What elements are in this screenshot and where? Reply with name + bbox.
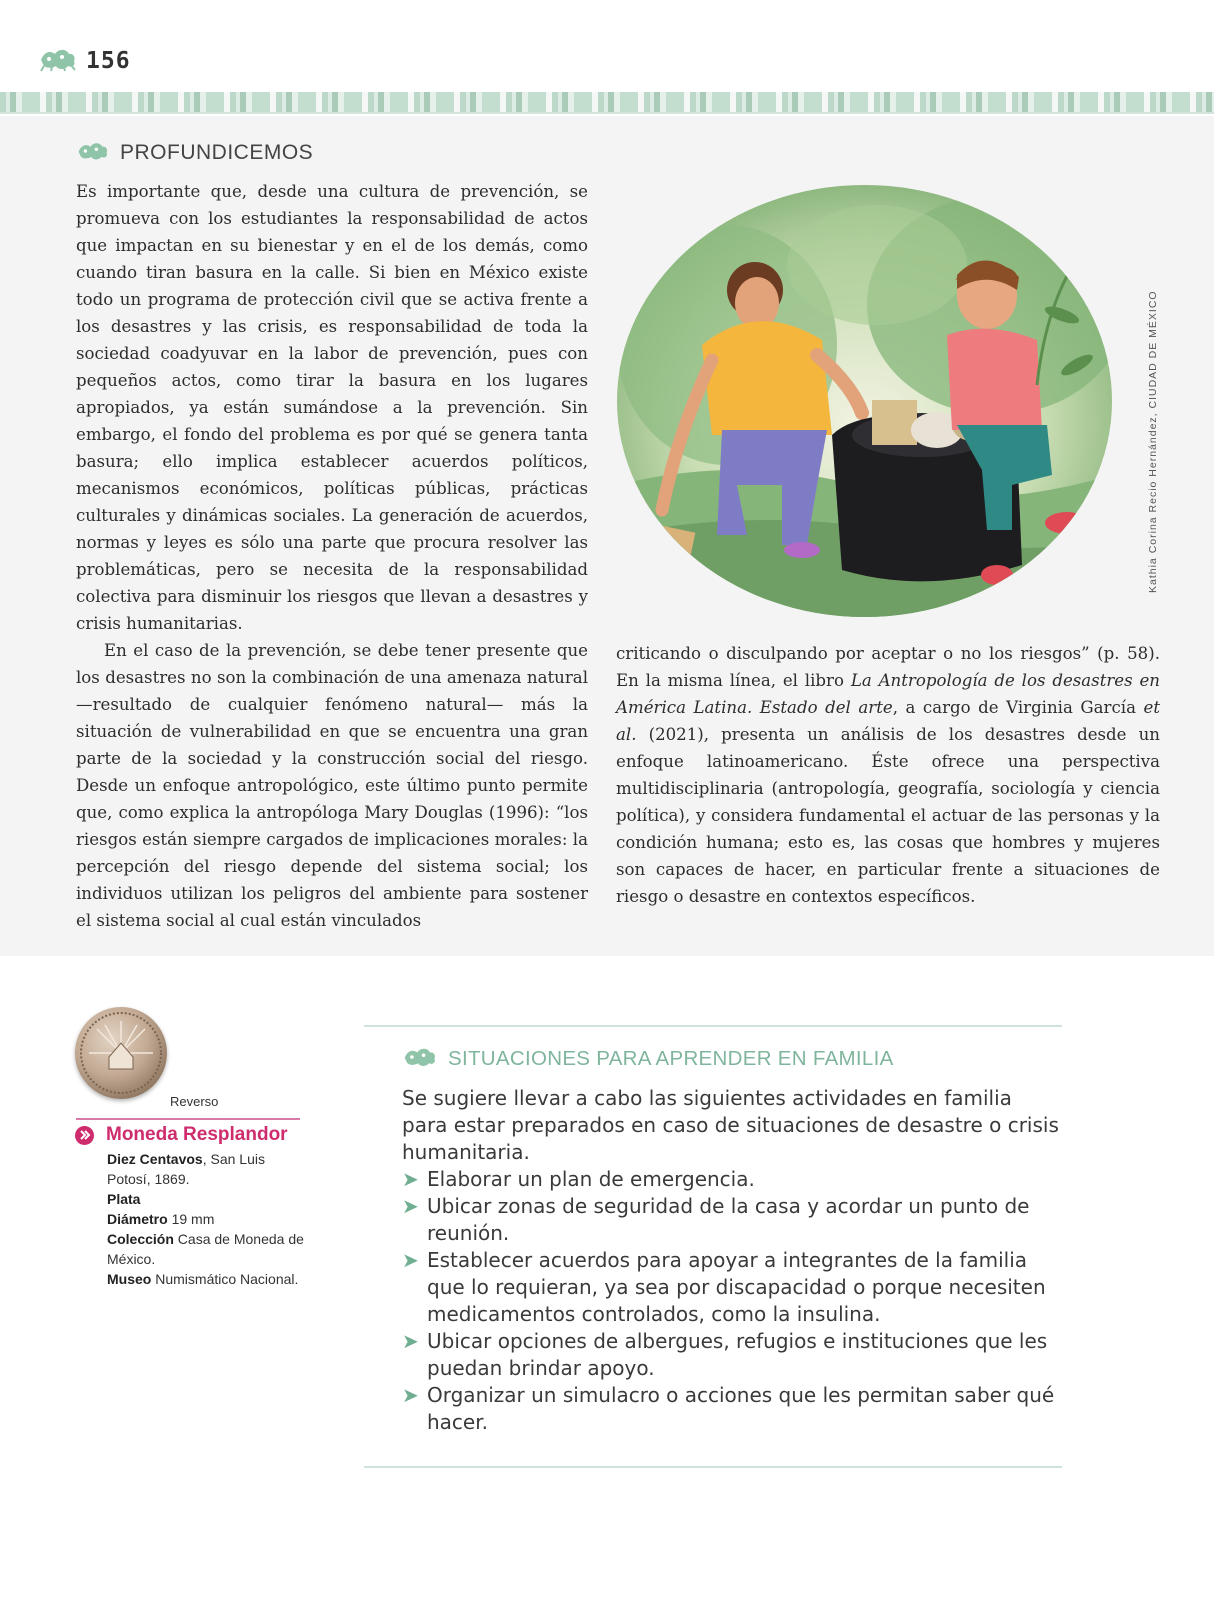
activity-list	[402, 1166, 1062, 1436]
arrow-bullet-icon: ➤	[402, 1383, 419, 1407]
family-heading	[402, 1045, 894, 1073]
family-body	[402, 1085, 1062, 1436]
arrow-bullet-icon: ➤	[402, 1194, 419, 1218]
divider	[76, 1118, 300, 1120]
decorative-border	[0, 92, 1214, 114]
left-column-text	[76, 178, 588, 934]
list-item-text: Ubicar opciones de albergues, refugios e instituciones que les puedan brindar apoyo.	[427, 1329, 1048, 1380]
profundicemos-heading	[76, 140, 313, 166]
book-title: La Antropología de los desastres en América Latina. Estado del arte	[616, 671, 1160, 717]
section-title: PROFUNDICEMOS	[120, 141, 314, 164]
text-run: , a cargo de Virginia García	[892, 698, 1144, 717]
detail-label: Diez Centavos	[107, 1151, 203, 1167]
coin-detail	[107, 1269, 307, 1289]
coin-detail	[107, 1209, 307, 1229]
illustration-cleanup	[617, 185, 1112, 617]
coin-detail	[107, 1189, 307, 1209]
list-item	[402, 1247, 1062, 1328]
page-header	[38, 46, 131, 76]
text-run: criticando o disculpando por aceptar o no los riesgos” (p. 58). En la misma línea, el libro	[616, 644, 1160, 690]
list-item	[402, 1328, 1062, 1382]
divider-top	[364, 1025, 1062, 1027]
family-title: SITUACIONES PARA APRENDER EN FAMILIA	[448, 1047, 894, 1070]
paragraph: Es importante que, desde una cultura de prevención, se promueva con los estudiantes la responsabilidad de actos que impactan en su bienestar y en el de los demás, como cuando tiran basura en la calle. Si bien en México existe todo un programa de protección civil que se activa frente a los desastres y las crisis, es responsabilidad de toda la sociedad coadyuvar en la labor de prevención, pues con pequeños actos, como tirar la basura en los lugares apropiados, ya están sumándose a la prevención. Sin embargo, el fondo del problema es por qué se genera tanta basura; ello implica establecer acuerdos políticos, mecanismos económicos, políticas públicas, prácticas culturales y dinámicas sociales. La generación de acuerdos, normas y leyes es sólo una parte que procura resolver las problemáticas, pero se necesita de la responsabilidad colectiva para disminuir los riesgos que llevan a desastres y crisis humanitarias.	[76, 182, 588, 633]
illustration-credit: Kathia Corina Recio Hernández, CIUDAD DE MÉXICO	[1147, 290, 1159, 593]
et-al: et al.	[616, 698, 1161, 744]
chevron-right-icon	[75, 1126, 94, 1145]
ornament-icon	[38, 46, 78, 76]
detail-value: Numismático Nacional.	[151, 1271, 299, 1287]
arrow-bullet-icon: ➤	[402, 1329, 419, 1353]
coin-detail	[107, 1149, 307, 1189]
list-item	[402, 1193, 1062, 1247]
coin-title: Moneda Resplandor	[106, 1124, 288, 1145]
detail-label: Plata	[107, 1191, 141, 1207]
list-item-text: Ubicar zonas de seguridad de la casa y acordar un punto de reunión.	[427, 1194, 1030, 1245]
detail-value: 19 mm	[167, 1211, 215, 1227]
coin-heading	[75, 1124, 288, 1146]
detail-value: Casa de Moneda de México.	[107, 1231, 304, 1267]
list-item-text: Establecer acuerdos para apoyar a integrantes de la familia que lo requieran, ya sea por discapacidad o porque necesiten medicamentos controlados, como la insulina.	[427, 1248, 1046, 1326]
paragraph	[616, 640, 1160, 910]
arrow-bullet-icon: ➤	[402, 1167, 419, 1191]
ornament-icon	[76, 140, 110, 166]
divider-bottom	[364, 1466, 1062, 1468]
list-item	[402, 1166, 1062, 1193]
list-item-text: Organizar un simulacro o acciones que les permitan saber qué hacer.	[427, 1383, 1055, 1434]
detail-label: Colección	[107, 1231, 174, 1247]
coin-image	[75, 1007, 167, 1099]
right-column-text	[616, 640, 1160, 910]
page-number: 156	[86, 48, 131, 74]
list-item-text: Elaborar un plan de emergencia.	[427, 1167, 755, 1191]
detail-label: Museo	[107, 1271, 152, 1287]
family-intro: Se sugiere llevar a cabo las siguientes actividades en familia para estar preparados en caso de situaciones de desastre o crisis humanitaria.	[402, 1086, 1059, 1164]
paragraph: En el caso de la prevención, se debe tener presente que los desastres no son la combinación de una amenaza natural —resultado de cualquier fenómeno natural— más la situación de vulnerabilidad en que se encuentra una gran parte de la sociedad y la construcción social del riesgo. Desde un enfoque antropológico, este último punto permite que, como explica la antropóloga Mary Douglas (1996): “los riesgos están siempre cargados de implicaciones morales: la percepción del riesgo depende del sistema social; los individuos utilizan los peligros del ambiente para sostener el sistema social al cual están vinculados	[76, 641, 588, 930]
detail-value: , San Luis Potosí, 1869.	[107, 1151, 265, 1187]
arrow-bullet-icon: ➤	[402, 1248, 419, 1272]
coin-caption: Reverso	[170, 1094, 219, 1109]
ornament-icon	[402, 1045, 438, 1073]
coin-detail	[107, 1229, 307, 1269]
coin-details	[107, 1149, 307, 1289]
detail-label: Diámetro	[107, 1211, 168, 1227]
text-run: (2021), presenta un análisis de los desastres desde un enfoque latinoamericano. Éste ofrece una perspectiva multidisciplinaria (antropología, geografía, sociología y ciencia política), y considera fundamental el actuar de las personas y la condición humana; esto es, las cosas que hombres y mujeres son capaces de hacer, en particular frente a situaciones de riesgo o desastre en contextos específicos.	[616, 725, 1160, 906]
list-item	[402, 1382, 1062, 1436]
